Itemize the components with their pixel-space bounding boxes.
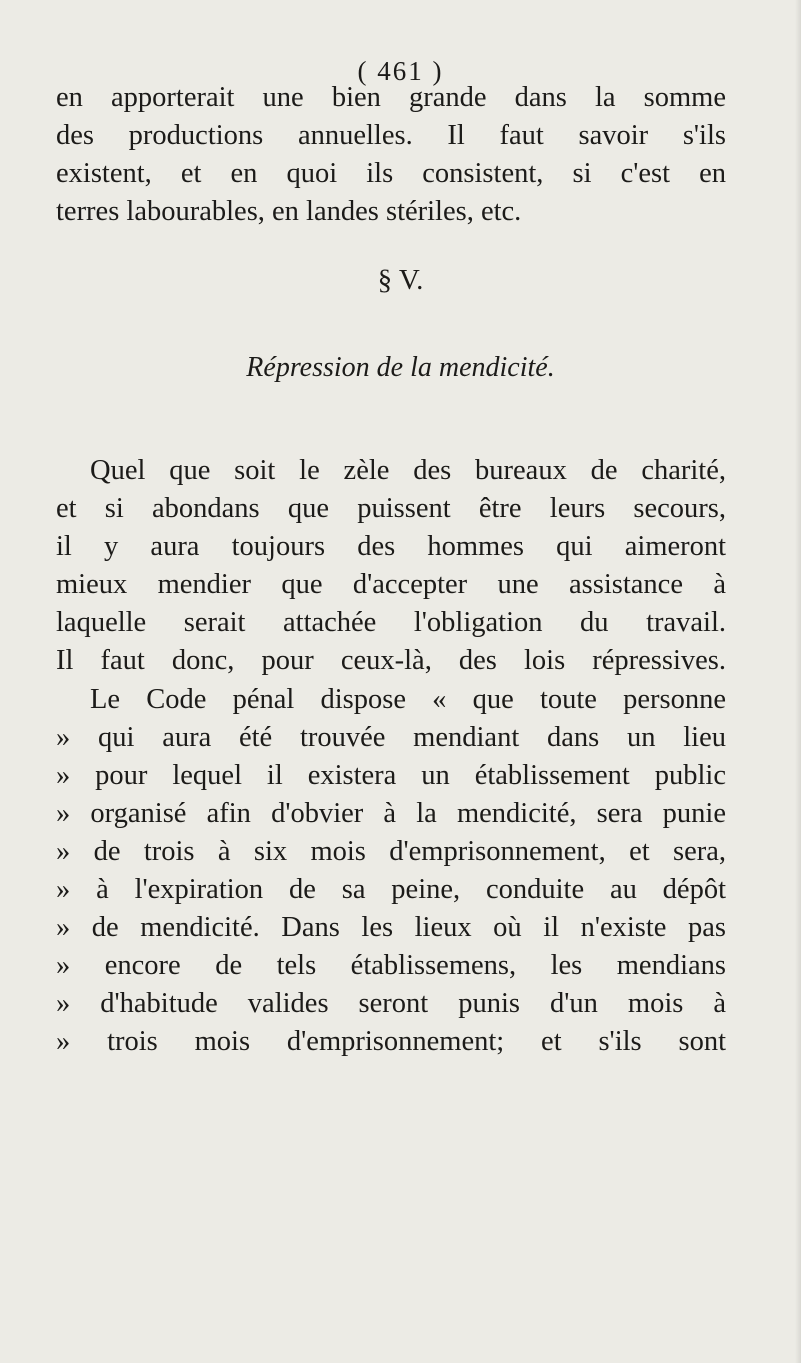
paragraph-body (56, 452, 726, 1062)
text-line (56, 681, 726, 719)
text-line-content: Quel que soit le zèle des bureaux de charité, (90, 455, 726, 486)
text-line: mieux mendier que d'accepter une assistance à (56, 569, 726, 601)
text-line (56, 452, 726, 490)
paragraph-continuation (56, 79, 726, 231)
section-heading: Répression de la mendicité. (246, 352, 555, 383)
text-line: en apporterait une bien grande dans la somme (56, 82, 726, 113)
page-edge-shadow (795, 0, 801, 1363)
quote-line: » organisé afin d'obvier à la mendicité, sera punie (56, 797, 726, 829)
quote-line: » trois mois d'emprisonnement; et s'ils sont (56, 1026, 726, 1058)
text-line: Il faut donc, pour ceux-là, des lois répressives. (56, 645, 726, 677)
text-line: il y aura toujours des hommes qui aimeront (56, 531, 726, 563)
page-number: ( 461 ) (357, 56, 444, 86)
quote-line: » pour lequel il existera un établissement public (56, 759, 726, 791)
text-line-content: Le Code pénal dispose « que toute personne (90, 683, 726, 715)
quote-line: » encore de tels établissemens, les mendians (56, 950, 726, 982)
text-line: des productions annuelles. Il faut savoir s'ils (56, 120, 726, 152)
quote-line: » qui aura été trouvée mendiant dans un lieu (56, 721, 726, 753)
text-line: laquelle serait attachée l'obligation du travail. (56, 607, 726, 639)
text-line: et si abondans que puissent être leurs secours, (56, 493, 726, 525)
quote-line: » d'habitude valides seront punis d'un mois à (56, 988, 726, 1020)
quote-line: » de mendicité. Dans les lieux où il n'existe pas (56, 912, 726, 944)
text-line: existent, et en quoi ils consistent, si c'est en (56, 158, 726, 190)
section-number: § V. (377, 264, 424, 296)
text-line: terres labourables, en landes stériles, etc. (56, 196, 522, 228)
quote-line: » à l'expiration de sa peine, conduite au dépôt (56, 874, 726, 906)
quote-line: » de trois à six mois d'emprisonnement, et sera, (56, 835, 726, 867)
